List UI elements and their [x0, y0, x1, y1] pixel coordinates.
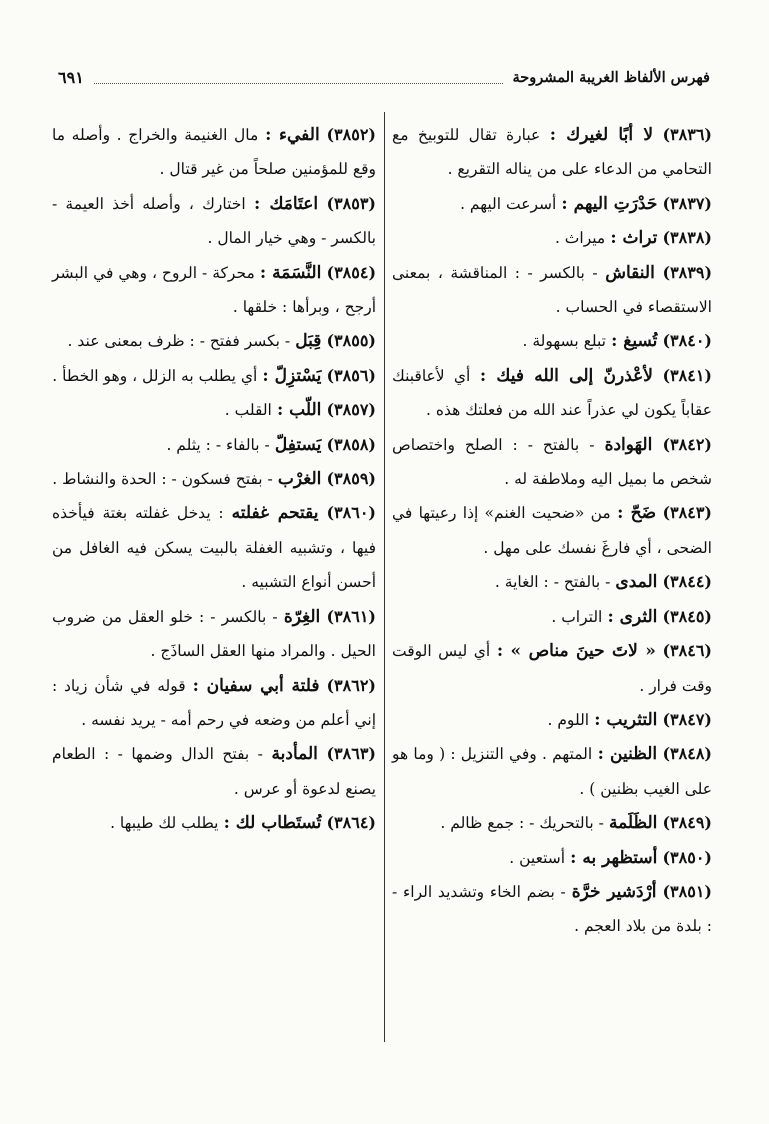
entry-headword: الفيء : [265, 125, 320, 145]
entry-definition: : يدخل غفلته بغتة فيأخذه فيها ، وتشبيه الغفلة بالبيت يسكن فيه الغافل من أحسن أنواع التشبيه . [52, 504, 376, 592]
entry-headword: تُسيغ : [611, 331, 658, 352]
entry-definition: اللوم . [547, 710, 590, 729]
entry-definition: - بالفاء - : يثلم . [166, 435, 270, 454]
entry-headword: لا أبًا لغيرك : [549, 125, 654, 145]
glossary-entry [52, 737, 376, 806]
glossary-entry [52, 359, 376, 393]
glossary-entry [52, 256, 376, 325]
header-leader-dots [94, 71, 503, 84]
entry-definition: أي ليس الوقت وقت فرار . [392, 642, 712, 695]
entry-definition: - بفتح الدال وضمها - : الطعام يصنع لدعوة أو عرس . [52, 745, 376, 798]
entry-headword: أستظهر به : [570, 847, 658, 868]
entry-headword: يقتحم غفلته [231, 503, 319, 524]
glossary-entry [52, 462, 376, 496]
glossary-entry [52, 393, 376, 427]
entry-headword: اعتَامَك : [254, 193, 319, 214]
page-header [58, 64, 710, 90]
entry-headword: اللّب : [276, 400, 322, 421]
entry-definition: - بفتح فسكون - : الحدة والنشاط . [52, 470, 273, 489]
entry-number: (٣٨٣٩) [662, 262, 713, 282]
entry-headword: تراث : [610, 228, 658, 249]
entry-number: (٣٨٤٠) [662, 331, 712, 351]
entry-number: (٣٨٦٠) [326, 503, 376, 523]
entry-headword: الغِرّة [283, 606, 321, 627]
entry-headword: أرْدَشير خرَّة [571, 881, 657, 902]
entry-headword: النَّسَمَة : [259, 262, 322, 283]
column-divider [384, 112, 385, 1042]
entry-number: (٣٨٦٤) [326, 813, 376, 833]
entry-number: (٣٨٥٠) [662, 847, 712, 867]
entry-number: (٣٨٣٧) [662, 193, 712, 213]
entry-definition: مال الغنيمة والخراج . وأصله ما وقع للمؤمنين صلحاً من غير قتال . [52, 126, 376, 179]
glossary-entry [52, 187, 376, 256]
entry-number: (٣٨٤٥) [662, 606, 712, 626]
entry-headword: « لاتَ حينَ مناص » : [496, 641, 656, 662]
entry-definition: - بكسر ففتح - : ظرف بمعنى عند . [67, 332, 291, 351]
glossary-entry [392, 428, 712, 497]
entry-headword: النقاش [605, 262, 655, 283]
entry-definition: أي يطلب به الزلل ، وهو الخطأ . [52, 366, 258, 385]
entry-definition: أي لأعاقبنك عقاباً يكون لي عذراً عند الله من فعلتك هذه . [392, 366, 712, 420]
glossary-entry [392, 496, 712, 565]
entry-definition: - بالتحريك - : جمع ظالم . [440, 814, 604, 833]
entry-number: (٣٨٦١) [326, 606, 376, 626]
glossary-entry [392, 324, 712, 358]
glossary-entry [392, 806, 712, 840]
entry-number: (٣٨٥٨) [326, 434, 376, 454]
glossary-entry [392, 221, 712, 255]
entry-headword: قِبَل [295, 331, 322, 352]
entry-definition: أسرعت اليهم . [460, 194, 557, 213]
glossary-entry [392, 875, 712, 944]
entry-number: (٣٨٤٣) [662, 503, 712, 523]
entry-number: (٣٨٦٢) [326, 675, 376, 695]
glossary-entry [392, 187, 712, 221]
entry-definition: - بالفتح - : الصلح واختصاص شخص ما بميل اليه وملاطفة له . [392, 435, 712, 489]
entry-headword: الظَلَمة [608, 813, 658, 834]
entry-number: (٣٨٥٢) [326, 125, 376, 144]
glossary-entry [392, 634, 712, 703]
entry-definition: المتهم . وفي التنزيل : ( وما هو على الغيب بظنين ) . [392, 745, 712, 798]
entry-number: (٣٨٥٥) [326, 331, 376, 351]
glossary-entry [52, 496, 376, 599]
entry-definition: - بالكسر - : المناقشة ، بمعنى الاستقصاء في الحساب . [392, 263, 712, 317]
glossary-entry [392, 256, 712, 325]
glossary-entry [52, 428, 376, 462]
running-title: فهرس الألفاظ الغريبة المشروحة [512, 68, 710, 86]
entry-definition: أستعين . [509, 848, 566, 867]
page-number: ٦٩١ [58, 67, 84, 87]
entry-headword: الظنين : [597, 744, 658, 765]
entry-headword: يَستفِلّ [274, 434, 322, 455]
entry-number: (٣٨٥٦) [326, 365, 376, 385]
entry-headword: المدى [615, 572, 658, 593]
entry-headword: فلتة أبي سفيان : [192, 675, 320, 696]
entry-definition: محركة - الروح ، وهي في البشر أرجح ، وبرأها : خلقها . [52, 263, 376, 317]
entry-definition: من «ضحيت الغنم» إذا رعيتها في الضحى ، أي فارغَ نفسك على مهل . [392, 504, 712, 557]
glossary-entry [52, 118, 376, 187]
entry-number: (٣٨٤٩) [662, 813, 712, 833]
entry-definition: اختارك ، وأصله أخذ العيمة - بالكسر - وهي خيار المال . [52, 194, 376, 248]
entry-number: (٣٨٥٩) [326, 469, 376, 489]
entry-definition: - بضم الخاء وتشديد الراء - : بلدة من بلاد العجم . [392, 882, 712, 936]
entry-number: (٣٨٥٤) [326, 262, 377, 282]
entry-definition: تبلع بسهولة . [522, 332, 606, 351]
glossary-entry [52, 669, 376, 738]
entry-headword: الغرْب [277, 469, 322, 490]
left-column [52, 118, 376, 841]
glossary-entry [392, 359, 712, 428]
entry-number: (٣٨٥٧) [326, 400, 376, 420]
entry-definition: ميراث . [554, 229, 606, 248]
entry-number: (٣٨٤٤) [662, 572, 712, 592]
entry-headword: الثرى : [607, 606, 658, 627]
entry-definition: قوله في شأن زياد : إني أعلم من وضعه في رحم أمه - يريد نفسه . [52, 676, 376, 729]
entry-headword: الهَوادة [604, 434, 653, 455]
entry-definition: التراب . [551, 607, 603, 626]
entry-headword: المأدبة [271, 744, 318, 765]
right-column [392, 118, 712, 944]
entry-headword: يَسْتزِلّ : [262, 365, 322, 386]
glossary-entry [392, 841, 712, 875]
entry-number: (٣٨٤٦) [662, 641, 712, 661]
glossary-entry [52, 806, 376, 840]
entry-headword: التثريب : [594, 709, 658, 730]
glossary-entry [392, 737, 712, 806]
entry-definition: يطلب لك طيبها . [110, 814, 219, 833]
glossary-entry [392, 600, 712, 634]
glossary-entry [52, 324, 376, 358]
entry-number: (٣٨٤٨) [662, 744, 712, 764]
entry-definition: - بالكسر - : خلو العقل من ضروب الحيل . والمراد منها العقل الساذَج . [52, 607, 376, 661]
entry-headword: حَدْرَتِ اليهم : [561, 193, 658, 214]
entry-definition: عبارة تقال للتوبيخ مع التحامي من الدعاء على من يناله التقريع . [392, 126, 712, 179]
glossary-entry [392, 565, 712, 599]
entry-number: (٣٨٤١) [662, 365, 712, 385]
entry-number: (٣٨٥١) [662, 881, 712, 901]
entry-number: (٣٨٤٢) [662, 434, 712, 454]
entry-number: (٣٨٤٧) [662, 709, 712, 729]
entry-number: (٣٨٦٣) [326, 744, 376, 764]
entry-headword: ضَحّ : [617, 503, 657, 524]
entry-number: (٣٨٣٦) [662, 125, 712, 144]
entry-definition: - بالفتح - : الغاية . [494, 573, 611, 592]
glossary-entry [392, 118, 712, 187]
entry-definition: القلب . [224, 401, 272, 420]
glossary-entry [52, 600, 376, 669]
entry-number: (٣٨٣٨) [662, 228, 712, 248]
entry-number: (٣٨٥٣) [326, 193, 376, 213]
entry-headword: لأعْذرنّ إلى الله فيك : [479, 365, 653, 386]
entry-headword: تُستَطاب لك : [223, 813, 322, 834]
glossary-entry [392, 703, 712, 737]
